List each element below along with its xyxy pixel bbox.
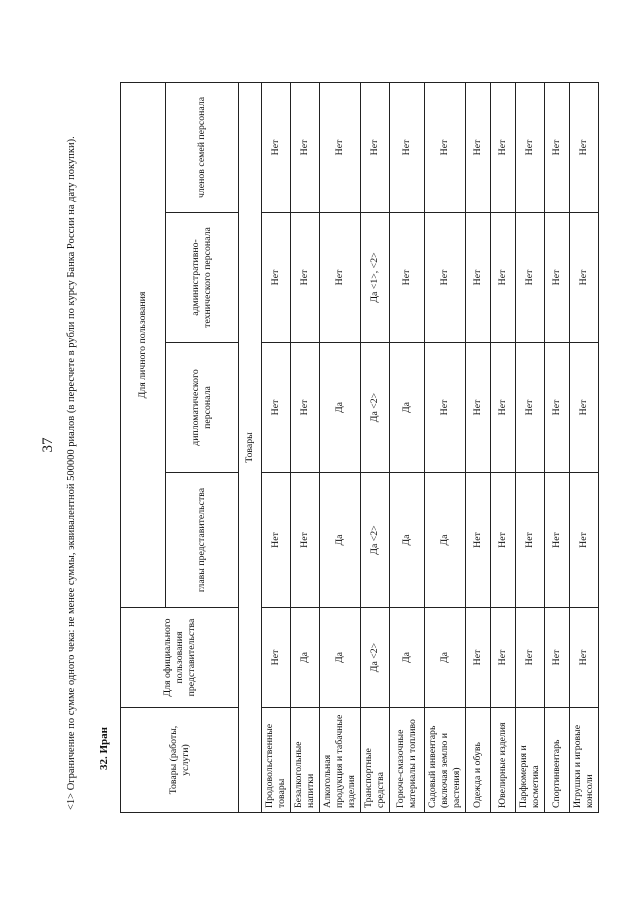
cell-family: Нет <box>291 82 320 212</box>
cell-diplomatic: Да <2> <box>361 343 390 473</box>
goods-table <box>120 82 599 813</box>
cell-family: Нет <box>545 82 570 212</box>
page-number: 37 <box>40 437 56 453</box>
table-row <box>545 82 570 812</box>
cell-head: Да <box>425 473 466 608</box>
row-name: Одежда и обувь <box>466 708 491 813</box>
cell-admin: Нет <box>570 213 599 343</box>
cell-admin: Нет <box>425 213 466 343</box>
cell-diplomatic: Да <box>320 343 361 473</box>
table-section-row <box>239 82 262 812</box>
header-personal-use: Для личного пользования <box>121 82 166 607</box>
cell-diplomatic: Нет <box>291 343 320 473</box>
table-row <box>320 82 361 812</box>
header-head-of-mission: главы представительства <box>166 473 239 608</box>
cell-diplomatic: Нет <box>570 343 599 473</box>
cell-head: Нет <box>466 473 491 608</box>
cell-head: Да <box>320 473 361 608</box>
cell-family: Нет <box>425 82 466 212</box>
cell-official: Нет <box>466 608 491 708</box>
header-admin-staff: административно-технического персонала <box>166 213 239 343</box>
cell-family: Нет <box>262 82 291 212</box>
row-name: Парфюмерия и косметика <box>516 708 545 813</box>
cell-family: Нет <box>491 82 516 212</box>
cell-official: Да <box>291 608 320 708</box>
header-official-use: Для официального пользования представительства <box>121 608 239 708</box>
cell-admin: Нет <box>466 213 491 343</box>
cell-official: Нет <box>516 608 545 708</box>
row-name: Игрушки и игровые консоли <box>570 708 599 813</box>
table-row <box>262 82 291 812</box>
cell-admin: Да <1>, <2> <box>361 213 390 343</box>
cell-official: Да <box>320 608 361 708</box>
table-row <box>425 82 466 812</box>
cell-head: Да <box>390 473 425 608</box>
row-name: Алкогольная продукция и табачные изделия <box>320 708 361 813</box>
cell-official: Нет <box>570 608 599 708</box>
header-diplomatic-staff: дипломатического персонала <box>166 343 239 473</box>
cell-head: Нет <box>262 473 291 608</box>
cell-diplomatic: Нет <box>545 343 570 473</box>
cell-diplomatic: Нет <box>262 343 291 473</box>
cell-diplomatic: Да <box>390 343 425 473</box>
cell-diplomatic: Нет <box>491 343 516 473</box>
cell-head: Нет <box>570 473 599 608</box>
cell-admin: Нет <box>545 213 570 343</box>
cell-diplomatic: Нет <box>466 343 491 473</box>
row-name: Ювелирные изделия <box>491 708 516 813</box>
table-row <box>516 82 545 812</box>
cell-family: Нет <box>570 82 599 212</box>
cell-admin: Нет <box>291 213 320 343</box>
cell-family: Нет <box>320 82 361 212</box>
row-name: Спортинвентарь <box>545 708 570 813</box>
footnote: <1> Ограничение по сумме одного чека: не менее суммы, эквивалентной 500000 риалов (в пересчете в рубли по курсу Банка России на дату покупки). <box>66 136 77 810</box>
cell-head: Нет <box>545 473 570 608</box>
table-row <box>570 82 599 812</box>
cell-official: Нет <box>262 608 291 708</box>
cell-head: Нет <box>516 473 545 608</box>
table-row <box>491 82 516 812</box>
cell-official: Да <box>425 608 466 708</box>
cell-official: Нет <box>491 608 516 708</box>
row-name: Горюче-смазочные материалы и топливо <box>390 708 425 813</box>
cell-family: Нет <box>466 82 491 212</box>
table-row <box>361 82 390 812</box>
header-goods: Товары (работы, услуги) <box>121 708 239 813</box>
table-row <box>291 82 320 812</box>
cell-official: Да <box>390 608 425 708</box>
cell-head: Да <2> <box>361 473 390 608</box>
cell-official: Да <2> <box>361 608 390 708</box>
cell-admin: Нет <box>516 213 545 343</box>
cell-admin: Нет <box>491 213 516 343</box>
cell-admin: Нет <box>390 213 425 343</box>
cell-admin: Нет <box>262 213 291 343</box>
table-header-row <box>121 82 166 812</box>
row-name: Безалкогольные напитки <box>291 708 320 813</box>
cell-diplomatic: Нет <box>425 343 466 473</box>
cell-head: Нет <box>491 473 516 608</box>
cell-diplomatic: Нет <box>516 343 545 473</box>
row-name: Продовольственные товары <box>262 708 291 813</box>
section-goods-label: Товары <box>239 82 262 812</box>
cell-head: Нет <box>291 473 320 608</box>
cell-admin: Нет <box>320 213 361 343</box>
row-name: Транспортные средства <box>361 708 390 813</box>
cell-family: Нет <box>516 82 545 212</box>
header-family-members: членов семей персонала <box>166 82 239 212</box>
cell-family: Нет <box>361 82 390 212</box>
section-title: 32. Иран <box>98 726 110 770</box>
cell-family: Нет <box>390 82 425 212</box>
table-row <box>466 82 491 812</box>
row-name: Садовый инвентарь (включая землю и растения) <box>425 708 466 813</box>
table-row <box>390 82 425 812</box>
cell-official: Нет <box>545 608 570 708</box>
